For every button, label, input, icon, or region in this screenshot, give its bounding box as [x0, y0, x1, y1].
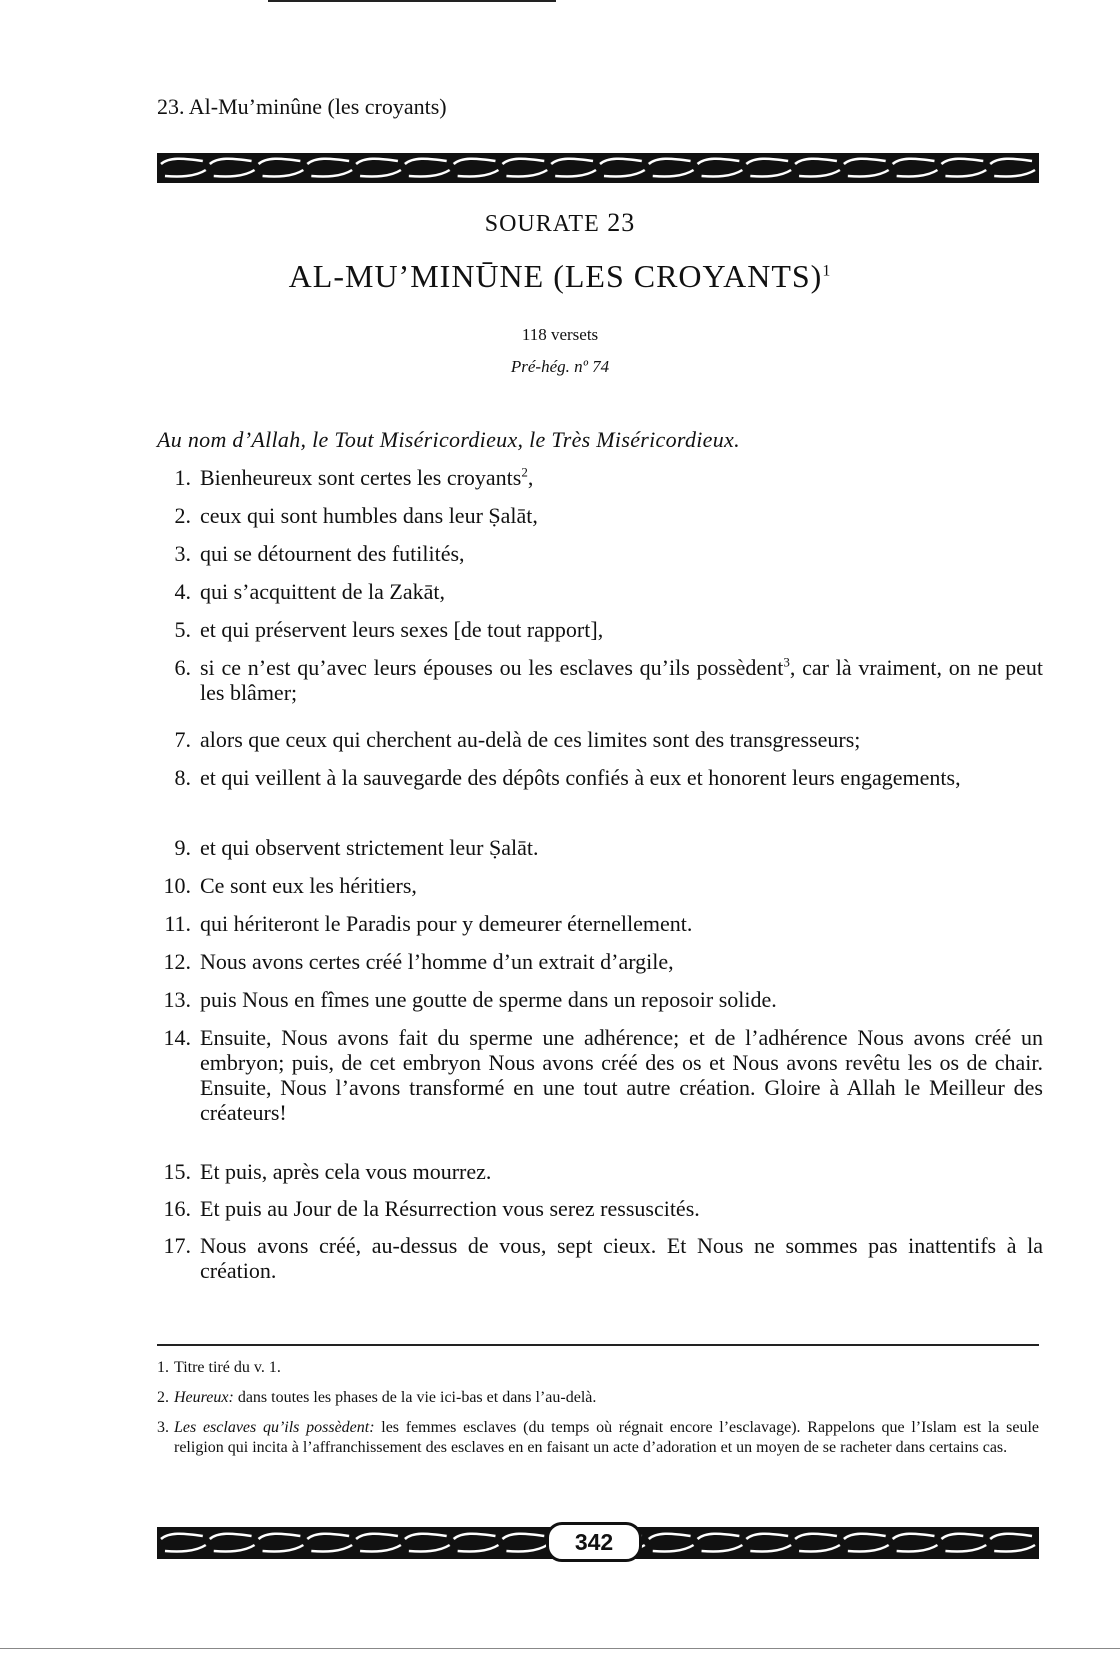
footnote-term: Les esclaves qu’ils possèdent: [174, 1419, 375, 1436]
bottom-scan-rule [0, 1648, 1120, 1649]
basmala: Au nom d’Allah, le Tout Miséricordieux, le Très Miséricordieux. [157, 427, 740, 452]
verse-text: qui hériteront le Paradis pour y demeurer éternellement. [200, 911, 693, 936]
verse-number: 16. [163, 1196, 191, 1221]
footnote-number: 1. [157, 1359, 169, 1376]
verse-text: puis Nous en fîmes une goutte de sperme dans un reposoir solide. [200, 987, 777, 1012]
verse [157, 579, 1043, 604]
footnote-body: les femmes esclaves (du temps où régnait encore l’esclavage). Rappelons que l’Islam est la seule religion qui incita à l’affranchissement des esclaves en en faisant un acte d’adoration et un moyen de se racheter dans certains cas. [174, 1419, 1039, 1456]
page-number: 342 [546, 1522, 642, 1562]
verse [157, 1233, 1043, 1283]
verse-text-part: , [527, 465, 534, 490]
surah-label [0, 208, 1120, 238]
footnote [157, 1388, 1039, 1408]
verse [157, 503, 1043, 528]
footnote-separator [157, 1344, 1039, 1346]
footnote [157, 1418, 1039, 1458]
footnote-text [174, 1418, 1039, 1458]
footnote [157, 1358, 1039, 1378]
verse-text-part: , car là vraiment, on ne peut les blâmer; [200, 655, 1043, 705]
verse-text: Nous avons certes créé l’homme d’un extrait d’argile, [200, 949, 674, 974]
verse [157, 655, 1043, 705]
verse [157, 1025, 1043, 1125]
surah-label-word: SOURATE [484, 211, 600, 237]
verse-number: 3. [174, 541, 191, 566]
surah-title [0, 258, 1120, 295]
verse-text-part: si ce n’est qu’avec leurs épouses ou les esclaves qu’ils possèdent [200, 655, 784, 680]
verse-number: 15. [163, 1159, 191, 1184]
verse-number: 11. [164, 911, 191, 936]
verse-text: Et puis au Jour de la Résurrection vous serez ressuscités. [200, 1196, 700, 1221]
verse-text: et qui préservent leurs sexes [de tout rapport], [200, 617, 604, 642]
verse [157, 911, 1043, 936]
verse-text: Ensuite, Nous avons fait du sperme une adhérence; et de l’adhérence Nous avons créé un embryon; puis, de cet embryon Nous avons créé des os et Nous avons revêtu les os de chair. Ensuite, Nous l’avons transformé en une tout autre création. Gloire à Allah le Meilleur des créateurs! [200, 1025, 1043, 1125]
verse-number: 4. [174, 579, 191, 604]
verse-text [200, 655, 1043, 705]
verse [157, 727, 1043, 752]
verse-number: 17. [163, 1233, 191, 1258]
verse [157, 987, 1043, 1012]
footnote-body: dans toutes les phases de la vie ici-bas et dans l’au-delà. [233, 1389, 597, 1406]
verse-number: 12. [163, 949, 191, 974]
verse-text: et qui veillent à la sauvegarde des dépôts confiés à eux et honorent leurs engagements, [200, 765, 961, 790]
running-header: 23. Al-Mu’minûne (les croyants) [157, 94, 447, 119]
verse [157, 1196, 1043, 1221]
footnote-text [174, 1388, 1039, 1408]
verse-text: alors que ceux qui cherchent au-delà de ces limites sont des transgresseurs; [200, 727, 861, 752]
verse-number: 2. [174, 503, 191, 528]
verse-number: 10. [163, 873, 191, 898]
verse-number: 9. [174, 835, 191, 860]
prehegira-number: Pré-hég. nº 74 [510, 357, 610, 376]
verse-number: 5. [174, 617, 191, 642]
verse-text: Et puis, après cela vous mourrez. [200, 1159, 492, 1184]
verse [157, 617, 1043, 642]
footnote-text: Titre tiré du v. 1. [174, 1359, 281, 1376]
footnote-number: 2. [157, 1389, 169, 1406]
footnote-number: 3. [157, 1419, 169, 1436]
top-scan-rule [268, 0, 556, 2]
surah-number: 23 [607, 208, 636, 237]
verse-text: ceux qui sont humbles dans leur Ṣalāt, [200, 503, 538, 528]
verse [157, 765, 1043, 790]
verse-number: 6. [174, 655, 191, 680]
verse [157, 835, 1043, 860]
top-ornament-band [157, 153, 1039, 183]
verse [157, 465, 1043, 490]
verse-number: 1. [174, 465, 191, 490]
verse-text: et qui observent strictement leur Ṣalāt. [200, 835, 539, 860]
verse-number: 8. [174, 765, 191, 790]
verse-number: 13. [163, 987, 191, 1012]
verse [157, 949, 1043, 974]
verse-text-part: Bienheureux sont certes les croyants [200, 465, 522, 490]
footnote-term: Heureux: [174, 1389, 234, 1406]
verse-text: Ce sont eux les héritiers, [200, 873, 417, 898]
verse-count: 118 versets [521, 325, 599, 344]
verse [157, 541, 1043, 566]
verse-text [200, 465, 1043, 490]
verse-number: 14. [163, 1025, 191, 1050]
footnote-ref: 2 [521, 464, 528, 480]
verse [157, 1159, 1043, 1184]
verse-number: 7. [174, 727, 191, 752]
footnote-ref: 3 [783, 654, 790, 670]
surah-title-text: AL-MU’MINŪNE (LES CROYANTS) [288, 258, 823, 294]
title-footnote-ref: 1 [822, 262, 832, 280]
verse-text: Nous avons créé, au-dessus de vous, sept cieux. Et Nous ne sommes pas inattentifs à la création. [200, 1233, 1043, 1283]
verse-text: qui s’acquittent de la Zakāt, [200, 579, 445, 604]
verse [157, 873, 1043, 898]
verse-text: qui se détournent des futilités, [200, 541, 465, 566]
